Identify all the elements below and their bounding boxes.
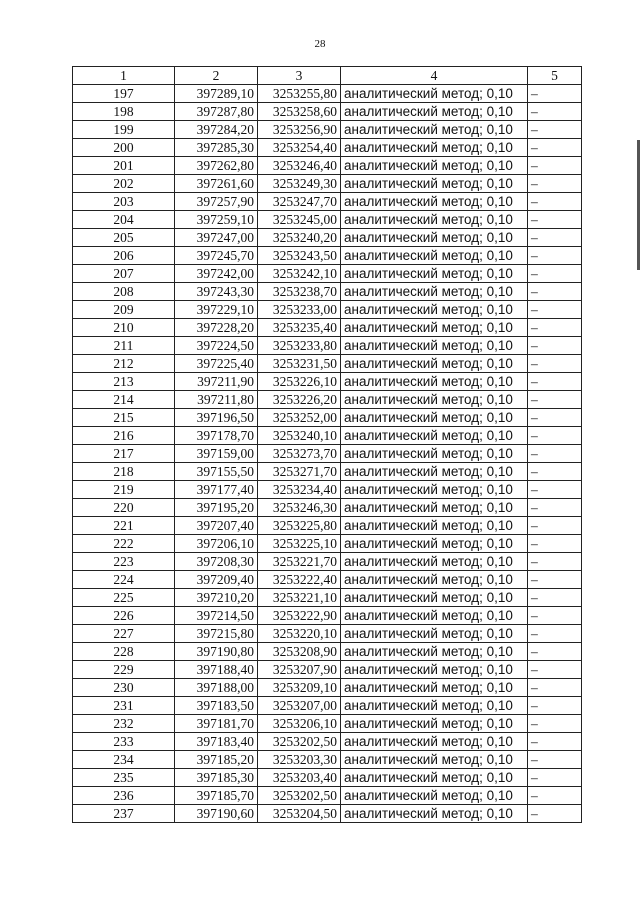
x-coordinate-cell: 397287,80 — [175, 103, 258, 121]
x-coordinate-cell: 397188,40 — [175, 661, 258, 679]
description-cell: – — [528, 409, 582, 427]
point-number-cell: 219 — [73, 481, 175, 499]
x-coordinate-cell: 397211,80 — [175, 391, 258, 409]
table-row — [73, 643, 582, 661]
point-number-cell: 220 — [73, 499, 175, 517]
header-col-2: 2 — [175, 67, 258, 85]
point-number-cell: 217 — [73, 445, 175, 463]
point-number-cell: 229 — [73, 661, 175, 679]
description-cell: – — [528, 121, 582, 139]
table-row — [73, 535, 582, 553]
table-row — [73, 625, 582, 643]
description-cell: – — [528, 373, 582, 391]
point-number-cell: 233 — [73, 733, 175, 751]
x-coordinate-cell: 397208,30 — [175, 553, 258, 571]
x-coordinate-cell: 397214,50 — [175, 607, 258, 625]
y-coordinate-cell: 3253246,40 — [258, 157, 341, 175]
method-accuracy-cell: аналитический метод; 0,10 — [341, 589, 528, 607]
point-number-cell: 236 — [73, 787, 175, 805]
x-coordinate-cell: 397188,00 — [175, 679, 258, 697]
table-row — [73, 121, 582, 139]
method-accuracy-cell: аналитический метод; 0,10 — [341, 571, 528, 589]
point-number-cell: 207 — [73, 265, 175, 283]
method-accuracy-cell: аналитический метод; 0,10 — [341, 679, 528, 697]
table-row — [73, 391, 582, 409]
point-number-cell: 230 — [73, 679, 175, 697]
table-row — [73, 769, 582, 787]
point-number-cell: 199 — [73, 121, 175, 139]
description-cell: – — [528, 571, 582, 589]
y-coordinate-cell: 3253254,40 — [258, 139, 341, 157]
y-coordinate-cell: 3253258,60 — [258, 103, 341, 121]
x-coordinate-cell: 397259,10 — [175, 211, 258, 229]
point-number-cell: 201 — [73, 157, 175, 175]
x-coordinate-cell: 397289,10 — [175, 85, 258, 103]
point-number-cell: 205 — [73, 229, 175, 247]
y-coordinate-cell: 3253202,50 — [258, 733, 341, 751]
point-number-cell: 197 — [73, 85, 175, 103]
point-number-cell: 202 — [73, 175, 175, 193]
point-number-cell: 226 — [73, 607, 175, 625]
point-number-cell: 213 — [73, 373, 175, 391]
method-accuracy-cell: аналитический метод; 0,10 — [341, 193, 528, 211]
description-cell: – — [528, 445, 582, 463]
y-coordinate-cell: 3253209,10 — [258, 679, 341, 697]
method-accuracy-cell: аналитический метод; 0,10 — [341, 499, 528, 517]
y-coordinate-cell: 3253252,00 — [258, 409, 341, 427]
y-coordinate-cell: 3253234,40 — [258, 481, 341, 499]
description-cell: – — [528, 517, 582, 535]
description-cell: – — [528, 283, 582, 301]
y-coordinate-cell: 3253243,50 — [258, 247, 341, 265]
y-coordinate-cell: 3253235,40 — [258, 319, 341, 337]
method-accuracy-cell: аналитический метод; 0,10 — [341, 625, 528, 643]
table-row — [73, 373, 582, 391]
x-coordinate-cell: 397206,10 — [175, 535, 258, 553]
y-coordinate-cell: 3253233,00 — [258, 301, 341, 319]
x-coordinate-cell: 397261,60 — [175, 175, 258, 193]
table-row — [73, 85, 582, 103]
description-cell: – — [528, 607, 582, 625]
point-number-cell: 234 — [73, 751, 175, 769]
point-number-cell: 203 — [73, 193, 175, 211]
table-row — [73, 517, 582, 535]
method-accuracy-cell: аналитический метод; 0,10 — [341, 481, 528, 499]
y-coordinate-cell: 3253221,10 — [258, 589, 341, 607]
table-row — [73, 463, 582, 481]
x-coordinate-cell: 397257,90 — [175, 193, 258, 211]
point-number-cell: 232 — [73, 715, 175, 733]
point-number-cell: 235 — [73, 769, 175, 787]
point-number-cell: 218 — [73, 463, 175, 481]
table-row — [73, 103, 582, 121]
y-coordinate-cell: 3253208,90 — [258, 643, 341, 661]
description-cell: – — [528, 625, 582, 643]
x-coordinate-cell: 397245,70 — [175, 247, 258, 265]
point-number-cell: 222 — [73, 535, 175, 553]
point-number-cell: 209 — [73, 301, 175, 319]
point-number-cell: 206 — [73, 247, 175, 265]
point-number-cell: 198 — [73, 103, 175, 121]
point-number-cell: 204 — [73, 211, 175, 229]
description-cell: – — [528, 247, 582, 265]
point-number-cell: 227 — [73, 625, 175, 643]
table-row — [73, 265, 582, 283]
point-number-cell: 228 — [73, 643, 175, 661]
description-cell: – — [528, 337, 582, 355]
y-coordinate-cell: 3253255,80 — [258, 85, 341, 103]
table-row — [73, 175, 582, 193]
method-accuracy-cell: аналитический метод; 0,10 — [341, 697, 528, 715]
header-col-1: 1 — [73, 67, 175, 85]
description-cell: – — [528, 805, 582, 823]
method-accuracy-cell: аналитический метод; 0,10 — [341, 535, 528, 553]
table-row — [73, 715, 582, 733]
description-cell: – — [528, 391, 582, 409]
description-cell: – — [528, 787, 582, 805]
point-number-cell: 214 — [73, 391, 175, 409]
table-row — [73, 211, 582, 229]
description-cell: – — [528, 229, 582, 247]
x-coordinate-cell: 397196,50 — [175, 409, 258, 427]
y-coordinate-cell: 3253203,40 — [258, 769, 341, 787]
method-accuracy-cell: аналитический метод; 0,10 — [341, 85, 528, 103]
table-row — [73, 139, 582, 157]
table-row — [73, 193, 582, 211]
description-cell: – — [528, 355, 582, 373]
table-row — [73, 427, 582, 445]
y-coordinate-cell: 3253246,30 — [258, 499, 341, 517]
method-accuracy-cell: аналитический метод; 0,10 — [341, 283, 528, 301]
table-header-row — [73, 67, 582, 85]
x-coordinate-cell: 397177,40 — [175, 481, 258, 499]
x-coordinate-cell: 397215,80 — [175, 625, 258, 643]
y-coordinate-cell: 3253207,90 — [258, 661, 341, 679]
x-coordinate-cell: 397243,30 — [175, 283, 258, 301]
point-number-cell: 212 — [73, 355, 175, 373]
table-row — [73, 733, 582, 751]
x-coordinate-cell: 397178,70 — [175, 427, 258, 445]
description-cell: – — [528, 211, 582, 229]
y-coordinate-cell: 3253231,50 — [258, 355, 341, 373]
y-coordinate-cell: 3253245,00 — [258, 211, 341, 229]
point-number-cell: 221 — [73, 517, 175, 535]
x-coordinate-cell: 397190,60 — [175, 805, 258, 823]
x-coordinate-cell: 397210,20 — [175, 589, 258, 607]
description-cell: – — [528, 715, 582, 733]
method-accuracy-cell: аналитический метод; 0,10 — [341, 265, 528, 283]
description-cell: – — [528, 301, 582, 319]
table-row — [73, 787, 582, 805]
y-coordinate-cell: 3253249,30 — [258, 175, 341, 193]
point-number-cell: 211 — [73, 337, 175, 355]
table-row — [73, 337, 582, 355]
x-coordinate-cell: 397195,20 — [175, 499, 258, 517]
method-accuracy-cell: аналитический метод; 0,10 — [341, 175, 528, 193]
method-accuracy-cell: аналитический метод; 0,10 — [341, 463, 528, 481]
table-row — [73, 679, 582, 697]
description-cell: – — [528, 193, 582, 211]
point-number-cell: 231 — [73, 697, 175, 715]
description-cell: – — [528, 535, 582, 553]
table-row — [73, 319, 582, 337]
x-coordinate-cell: 397181,70 — [175, 715, 258, 733]
table-row — [73, 409, 582, 427]
y-coordinate-cell: 3253222,90 — [258, 607, 341, 625]
x-coordinate-cell: 397247,00 — [175, 229, 258, 247]
x-coordinate-cell: 397159,00 — [175, 445, 258, 463]
description-cell: – — [528, 463, 582, 481]
table-body — [73, 85, 582, 823]
y-coordinate-cell: 3253225,10 — [258, 535, 341, 553]
method-accuracy-cell: аналитический метод; 0,10 — [341, 229, 528, 247]
description-cell: – — [528, 481, 582, 499]
y-coordinate-cell: 3253220,10 — [258, 625, 341, 643]
point-number-cell: 237 — [73, 805, 175, 823]
description-cell: – — [528, 751, 582, 769]
y-coordinate-cell: 3253256,90 — [258, 121, 341, 139]
x-coordinate-cell: 397225,40 — [175, 355, 258, 373]
x-coordinate-cell: 397190,80 — [175, 643, 258, 661]
description-cell: – — [528, 679, 582, 697]
x-coordinate-cell: 397209,40 — [175, 571, 258, 589]
description-cell: – — [528, 499, 582, 517]
coordinates-table — [72, 66, 582, 823]
description-cell: – — [528, 319, 582, 337]
method-accuracy-cell: аналитический метод; 0,10 — [341, 373, 528, 391]
point-number-cell: 216 — [73, 427, 175, 445]
description-cell: – — [528, 427, 582, 445]
y-coordinate-cell: 3253202,50 — [258, 787, 341, 805]
method-accuracy-cell: аналитический метод; 0,10 — [341, 157, 528, 175]
table-row — [73, 661, 582, 679]
description-cell: – — [528, 661, 582, 679]
method-accuracy-cell: аналитический метод; 0,10 — [341, 661, 528, 679]
x-coordinate-cell: 397185,20 — [175, 751, 258, 769]
table-row — [73, 805, 582, 823]
y-coordinate-cell: 3253233,80 — [258, 337, 341, 355]
table-row — [73, 445, 582, 463]
method-accuracy-cell: аналитический метод; 0,10 — [341, 409, 528, 427]
description-cell: – — [528, 103, 582, 121]
table-row — [73, 229, 582, 247]
table-row — [73, 157, 582, 175]
table-row — [73, 481, 582, 499]
method-accuracy-cell: аналитический метод; 0,10 — [341, 121, 528, 139]
description-cell: – — [528, 697, 582, 715]
header-col-5: 5 — [528, 67, 582, 85]
point-number-cell: 200 — [73, 139, 175, 157]
method-accuracy-cell: аналитический метод; 0,10 — [341, 247, 528, 265]
point-number-cell: 225 — [73, 589, 175, 607]
y-coordinate-cell: 3253240,10 — [258, 427, 341, 445]
method-accuracy-cell: аналитический метод; 0,10 — [341, 211, 528, 229]
x-coordinate-cell: 397285,30 — [175, 139, 258, 157]
y-coordinate-cell: 3253203,30 — [258, 751, 341, 769]
x-coordinate-cell: 397284,20 — [175, 121, 258, 139]
y-coordinate-cell: 3253207,00 — [258, 697, 341, 715]
x-coordinate-cell: 397155,50 — [175, 463, 258, 481]
table-row — [73, 751, 582, 769]
header-col-4: 4 — [341, 67, 528, 85]
method-accuracy-cell: аналитический метод; 0,10 — [341, 553, 528, 571]
method-accuracy-cell: аналитический метод; 0,10 — [341, 517, 528, 535]
y-coordinate-cell: 3253242,10 — [258, 265, 341, 283]
method-accuracy-cell: аналитический метод; 0,10 — [341, 751, 528, 769]
y-coordinate-cell: 3253271,70 — [258, 463, 341, 481]
method-accuracy-cell: аналитический метод; 0,10 — [341, 355, 528, 373]
y-coordinate-cell: 3253273,70 — [258, 445, 341, 463]
description-cell: – — [528, 769, 582, 787]
header-col-3: 3 — [258, 67, 341, 85]
table-row — [73, 589, 582, 607]
method-accuracy-cell: аналитический метод; 0,10 — [341, 319, 528, 337]
method-accuracy-cell: аналитический метод; 0,10 — [341, 643, 528, 661]
method-accuracy-cell: аналитический метод; 0,10 — [341, 445, 528, 463]
x-coordinate-cell: 397229,10 — [175, 301, 258, 319]
y-coordinate-cell: 3253225,80 — [258, 517, 341, 535]
y-coordinate-cell: 3253206,10 — [258, 715, 341, 733]
description-cell: – — [528, 85, 582, 103]
x-coordinate-cell: 397207,40 — [175, 517, 258, 535]
method-accuracy-cell: аналитический метод; 0,10 — [341, 769, 528, 787]
x-coordinate-cell: 397183,50 — [175, 697, 258, 715]
table-row — [73, 607, 582, 625]
table-row — [73, 247, 582, 265]
y-coordinate-cell: 3253221,70 — [258, 553, 341, 571]
method-accuracy-cell: аналитический метод; 0,10 — [341, 715, 528, 733]
description-cell: – — [528, 733, 582, 751]
y-coordinate-cell: 3253222,40 — [258, 571, 341, 589]
method-accuracy-cell: аналитический метод; 0,10 — [341, 337, 528, 355]
description-cell: – — [528, 139, 582, 157]
method-accuracy-cell: аналитический метод; 0,10 — [341, 805, 528, 823]
y-coordinate-cell: 3253238,70 — [258, 283, 341, 301]
method-accuracy-cell: аналитический метод; 0,10 — [341, 301, 528, 319]
description-cell: – — [528, 175, 582, 193]
method-accuracy-cell: аналитический метод; 0,10 — [341, 733, 528, 751]
method-accuracy-cell: аналитический метод; 0,10 — [341, 427, 528, 445]
y-coordinate-cell: 3253226,20 — [258, 391, 341, 409]
description-cell: – — [528, 553, 582, 571]
description-cell: – — [528, 643, 582, 661]
table-row — [73, 355, 582, 373]
x-coordinate-cell: 397211,90 — [175, 373, 258, 391]
y-coordinate-cell: 3253204,50 — [258, 805, 341, 823]
x-coordinate-cell: 397183,40 — [175, 733, 258, 751]
table-row — [73, 571, 582, 589]
x-coordinate-cell: 397185,70 — [175, 787, 258, 805]
description-cell: – — [528, 265, 582, 283]
y-coordinate-cell: 3253240,20 — [258, 229, 341, 247]
x-coordinate-cell: 397224,50 — [175, 337, 258, 355]
table-row — [73, 283, 582, 301]
description-cell: – — [528, 589, 582, 607]
x-coordinate-cell: 397185,30 — [175, 769, 258, 787]
point-number-cell: 210 — [73, 319, 175, 337]
x-coordinate-cell: 397228,20 — [175, 319, 258, 337]
x-coordinate-cell: 397262,80 — [175, 157, 258, 175]
method-accuracy-cell: аналитический метод; 0,10 — [341, 103, 528, 121]
x-coordinate-cell: 397242,00 — [175, 265, 258, 283]
point-number-cell: 223 — [73, 553, 175, 571]
point-number-cell: 208 — [73, 283, 175, 301]
table-row — [73, 301, 582, 319]
method-accuracy-cell: аналитический метод; 0,10 — [341, 391, 528, 409]
page-number: 28 — [314, 38, 326, 50]
point-number-cell: 215 — [73, 409, 175, 427]
table-row — [73, 697, 582, 715]
description-cell: – — [528, 157, 582, 175]
table-row — [73, 553, 582, 571]
y-coordinate-cell: 3253226,10 — [258, 373, 341, 391]
method-accuracy-cell: аналитический метод; 0,10 — [341, 139, 528, 157]
table-row — [73, 499, 582, 517]
point-number-cell: 224 — [73, 571, 175, 589]
method-accuracy-cell: аналитический метод; 0,10 — [341, 787, 528, 805]
method-accuracy-cell: аналитический метод; 0,10 — [341, 607, 528, 625]
y-coordinate-cell: 3253247,70 — [258, 193, 341, 211]
